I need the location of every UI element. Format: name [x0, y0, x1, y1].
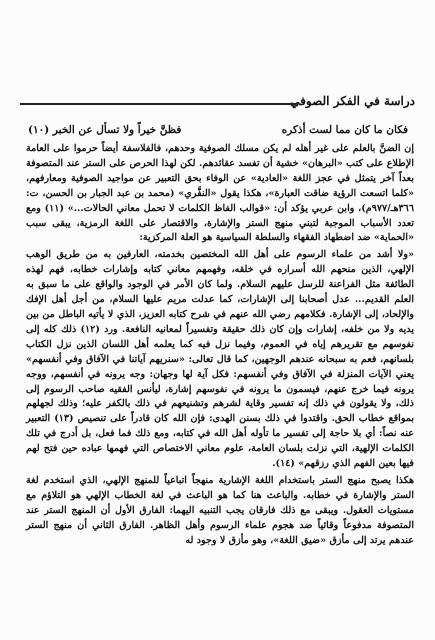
- poem-verse: [28, 124, 408, 136]
- header-title: دراسة في الفكر الصوفي: [290, 94, 415, 108]
- poem-hemistich-right: فكان ما كان مما لست أذكره: [281, 124, 408, 136]
- paragraph-2-quotation: «ولا أشد من علماء الرسوم على أهل الله المختصين بخدمته، العارفين به من طريق الوهب الإلهي، الذين منحهم الله أسراره في خلقه، وفهمهم معاني كتابه وإشارات خطابه، فهم لهذه الطائفة مثل الفراعنة للرسل عليهم السلام. ولما كان الأمر في الوجود والواقع على ما سبق به العلم القديم... عدل أصحابنا إلى الإشارات، كما عدلت مريم عليها السلام، من أجل أهل الإفك والإلحاد، إلى الإشارة. فكلامهم رضي الله عنهم في شرح كتابه العزيز، الذي لا يأتيه الباطل من بين يديه ولا من خلفه، إشارات وإن كان ذلك حقيقة وتفسيراً لمعانيه النافعة. ورد (١٢) ذلك كله إلى نفوسهم مع تقريرهم إياه في العموم، وفيما نزل فيه كما يعلمه أهل اللسان الذين نزل الكتاب بلسانهم، فعم به سبحانه عندهم الوجهين، كما قال تعالى: «سنريهم آياتنا في الآفاق وفي أنفسهم» يعني الآيات المنزلة في الآفاق وفي أنفسهم: فكل آية لها وجهان: وجه يرونه في أنفسهم، ووجه يرونه فيما خرج عنهم، فيسمون ما يرونه في نفوسهم إشارة، ليأنس الفقيه صاحب الرسوم إلى ذلك، ولا يقولون في ذلك إنه تفسير وقاية لشرهم وتشنيعهم في ذلك بالكفر عليه؛ وذلك لجهلهم بمواقع خطاب الحق. واقتدوا في ذلك بسنن الهدى: فإن الله كان قادراً على تنصيص (١٣) التعبير عنه نصاً: أي بلا حاجة إلى تفسير ما تأوله أهل الله في كتابه، ومع ذلك فما فعل، بل أدرج في تلك الكلمات الإلهية، التي نزلت بلسان العامة، علوم معاني الاختصاص التي فهمها عباده حين فتح لهم فيها بعين الفهم الذي رزقهم» (١٤).: [26, 249, 414, 470]
- paragraph-3: هكذا يصبح منهج الستر باستخدام اللغة الإشارية منهجاً اتباعياً للمنهج الإلهي، الذي استخدم لغة الستر والإشارة في خطابه. والباعث هنا كما هو الباعث في لغة الخطاب الإلهي هو التلاؤم مع مستويات العقول. ويبقى مع ذلك فارقان يجب التنبيه اليهما: الفارق الأول أن المنهج الستر عند المتصوفة مدفوعاً وقائياً ضد هجوم علماء الرسوم وأهل الظاهر. الفارق الثاني أن منهج الستر عندهم يرتد إلى مأزق «ضيق اللغة»، وهو مأزق لا وجود له: [26, 474, 414, 546]
- body-text: [26, 142, 414, 548]
- running-header: [20, 94, 415, 114]
- paragraph-1: إن الضنَّ بالعلم على غير أهله لم يكن مسلك الصوفية وحدهم، فالفلاسفة أيضاً حرموا على العامة الإطلاع على كتب «البرهان» خشية أن تفسد عقائدهم. لكن لهذا الحرص على الستر عند المتصوفة بعداً آخر يتمثل في عجز اللغة «العادية» عن الوفاء بحق التعبير عن مواجيد الصوفية ومعارفهم، «كلما اتسعت الرؤية ضاقت العبارة»، هكذا يقول «النفَّري» (محمد بن عبد الجبار بن الحسن، ت: ٣٦٦هـ/٩٧٧م)، وابن عربي يؤكد أن: «قوالب الفاظ الكلمات لا تحمل معاني الحالات...» (١١) ومع تعدد الأسباب الموجبة لتبني منهج الستر والإشارة، والاقتصار على اللغة الرمزية، يبقى سبب «الحماية» ضد اضطهاد الفقهاء والسلطة السياسية هو العلة المركزية:: [26, 143, 414, 244]
- poem-hemistich-left: فظنَّ خيراً ولا تسأل عن الخبر (١٠): [28, 124, 182, 136]
- header-rule: [20, 103, 297, 105]
